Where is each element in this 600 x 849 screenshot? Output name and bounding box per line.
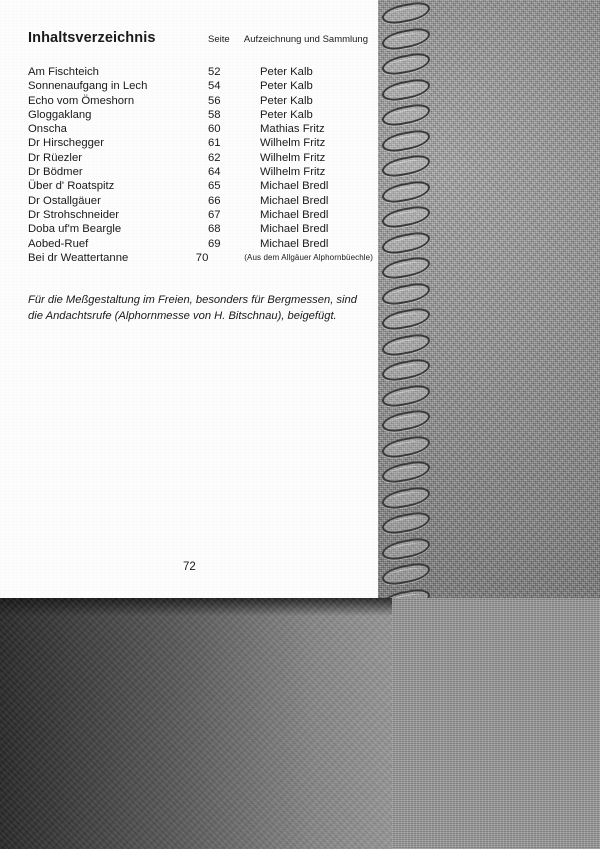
entry-page-number: 69 bbox=[208, 237, 221, 250]
entry-source: Michael Bredl bbox=[260, 223, 329, 236]
table-row bbox=[28, 152, 373, 166]
entry-title: Aobed-Ruef bbox=[28, 237, 89, 250]
entry-source: Wilhelm Fritz bbox=[260, 137, 326, 150]
entry-title: Am Fischteich bbox=[28, 66, 99, 78]
table-row bbox=[28, 95, 373, 109]
scan-background-right bbox=[392, 598, 600, 849]
entry-page-number: 58 bbox=[208, 108, 221, 121]
entry-title: Dr Bödmer bbox=[28, 166, 83, 179]
entry-page-number: 68 bbox=[208, 223, 221, 236]
entry-title: Bei dr Weattertanne bbox=[28, 251, 129, 264]
entry-page-number: 56 bbox=[208, 94, 221, 107]
table-row bbox=[28, 223, 373, 237]
page-number: 72 bbox=[183, 561, 196, 573]
table-row bbox=[28, 180, 373, 194]
table-row bbox=[28, 123, 373, 137]
entry-source: Michael Bredl bbox=[260, 208, 329, 221]
page-title: Inhaltsverzeichnis bbox=[28, 30, 156, 46]
contents-header bbox=[28, 30, 368, 46]
table-row bbox=[28, 66, 373, 80]
table-row bbox=[28, 137, 373, 151]
entry-page-number: 62 bbox=[208, 151, 221, 164]
entry-title: Echo vom Ömeshorn bbox=[28, 94, 135, 107]
entry-source: Michael Bredl bbox=[260, 180, 329, 193]
entry-title: Über d' Roatspitz bbox=[28, 180, 115, 193]
entry-title: Doba uf'm Beargle bbox=[28, 223, 122, 236]
entry-page-number: 67 bbox=[208, 208, 221, 221]
table-row bbox=[28, 195, 373, 209]
entry-title: Dr Hirschegger bbox=[28, 137, 104, 150]
entry-page-number: 61 bbox=[208, 137, 221, 150]
entry-source: Michael Bredl bbox=[260, 194, 329, 207]
entry-title: Dr Ostallgäuer bbox=[28, 194, 101, 207]
entry-source: Peter Kalb bbox=[260, 80, 313, 93]
entry-title: Dr Rüezler bbox=[28, 151, 82, 164]
entry-source: Michael Bredl bbox=[260, 237, 329, 250]
entry-page-number: 60 bbox=[208, 123, 221, 136]
entry-title: Onscha bbox=[28, 123, 67, 136]
entry-source: Mathias Fritz bbox=[260, 123, 325, 136]
entry-source: Peter Kalb bbox=[260, 94, 313, 107]
entry-source: Wilhelm Fritz bbox=[260, 166, 326, 179]
entry-title: Dr Strohschneider bbox=[28, 208, 120, 221]
entry-page-number: 52 bbox=[208, 66, 221, 78]
band-texture bbox=[0, 598, 392, 849]
entry-page-number: 70 bbox=[195, 251, 209, 264]
entry-page-number: 54 bbox=[208, 80, 221, 93]
table-row bbox=[28, 80, 373, 94]
table-row bbox=[28, 209, 373, 223]
entry-title: Sonnenaufgang in Lech bbox=[28, 80, 148, 93]
column-header-page: Seite bbox=[208, 34, 230, 45]
column-header-source: Aufzeichnung und Sammlung bbox=[243, 34, 368, 45]
footnote-text: Für die Meßgestaltung im Freien, besonders für Bergmessen, sind die Andachtsrufe (Alphornmesse von H. Bitschnau), beigefügt. bbox=[28, 294, 357, 322]
table-row bbox=[28, 109, 373, 123]
table-row bbox=[28, 252, 373, 266]
entry-source: Wilhelm Fritz bbox=[260, 151, 326, 164]
table-row bbox=[28, 166, 373, 180]
scan-shadow-band bbox=[0, 598, 392, 849]
entry-source: Peter Kalb bbox=[260, 108, 313, 121]
entry-title: Gloggaklang bbox=[28, 108, 92, 121]
entry-page-number: 65 bbox=[208, 180, 221, 193]
entry-source: Peter Kalb bbox=[260, 66, 313, 78]
entry-source: (Aus dem Allgäuer Alphornbüechle) bbox=[244, 252, 373, 262]
table-row bbox=[28, 238, 373, 252]
entry-page-number: 66 bbox=[208, 194, 221, 207]
table-of-contents bbox=[28, 66, 373, 266]
entry-page-number: 64 bbox=[208, 166, 221, 179]
